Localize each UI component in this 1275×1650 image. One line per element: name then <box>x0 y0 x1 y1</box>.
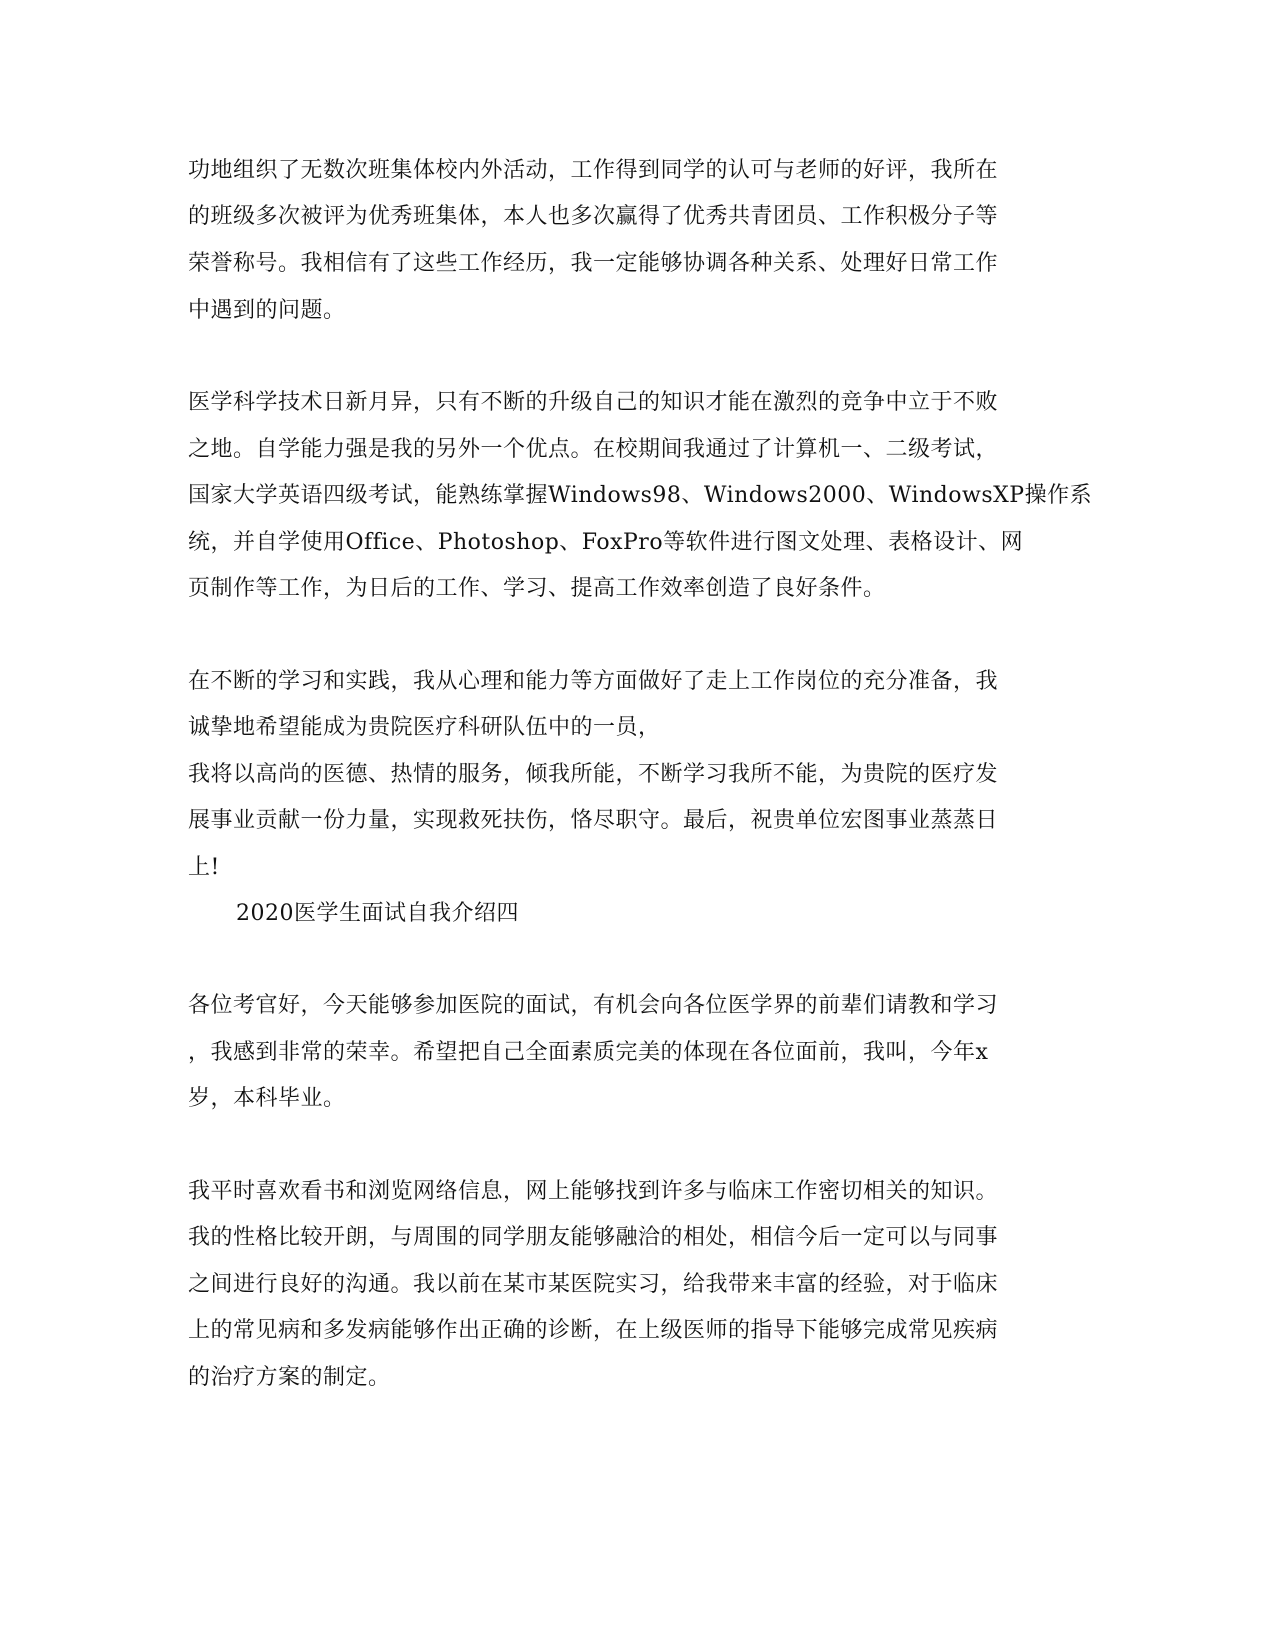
paragraph-4-line-3: 岁，本科毕业。 <box>188 1086 346 1111</box>
paragraph-2-line-2: 之地。自学能力强是我的另外一个优点。在校期间我通过了计算机一、二级考试， <box>188 437 999 462</box>
section-heading: 2020医学生面试自我介绍四 <box>236 901 519 926</box>
paragraph-3-line-2: 诚挚地希望能成为贵院医疗科研队伍中的一员， <box>188 715 661 740</box>
paragraph-3-line-1: 在不断的学习和实践，我从心理和能力等方面做好了走上工作岗位的充分准备，我 <box>188 669 999 694</box>
paragraph-2-line-1: 医学科学技术日新月异，只有不断的升级自己的知识才能在激烈的竞争中立于不败 <box>188 390 999 415</box>
paragraph-5-line-1: 我平时喜欢看书和浏览网络信息，网上能够找到许多与临床工作密切相关的知识。 <box>188 1179 999 1204</box>
paragraph-1-line-4: 中遇到的问题。 <box>188 298 346 323</box>
paragraph-1-line-2: 的班级多次被评为优秀班集体，本人也多次赢得了优秀共青团员、工作积极分子等 <box>188 204 999 229</box>
paragraph-5-line-4: 上的常见病和多发病能够作出正确的诊断，在上级医师的指导下能够完成常见疾病 <box>188 1318 999 1343</box>
paragraph-1-line-1: 功地组织了无数次班集体校内外活动，工作得到同学的认可与老师的好评，我所在 <box>188 158 999 183</box>
paragraph-5-line-3: 之间进行良好的沟通。我以前在某市某医院实习，给我带来丰富的经验，对于临床 <box>188 1272 999 1297</box>
paragraph-4-line-2: ，我感到非常的荣幸。希望把自己全面素质完美的体现在各位面前，我叫，今年x <box>188 1040 989 1065</box>
paragraph-2-line-3: 国家大学英语四级考试，能熟练掌握Windows98、Windows2000、WindowsXP操作系 <box>188 483 1093 508</box>
paragraph-3-line-5: 上! <box>188 855 220 880</box>
paragraph-3-line-3: 我将以高尚的医德、热情的服务，倾我所能，不断学习我所不能，为贵院的医疗发 <box>188 762 999 787</box>
paragraph-1-line-3: 荣誉称号。我相信有了这些工作经历，我一定能够协调各种关系、处理好日常工作 <box>188 251 999 276</box>
paragraph-5-line-2: 我的性格比较开朗，与周围的同学朋友能够融洽的相处，相信今后一定可以与同事 <box>188 1225 999 1250</box>
paragraph-3-line-4: 展事业贡献一份力量，实现救死扶伤，恪尽职守。最后，祝贵单位宏图事业蒸蒸日 <box>188 808 999 833</box>
paragraph-2-line-4: 统，并自学使用Office、Photoshop、FoxPro等软件进行图文处理、表格设计、网 <box>188 530 1024 555</box>
paragraph-2-line-5: 页制作等工作，为日后的工作、学习、提高工作效率创造了良好条件。 <box>188 576 886 601</box>
paragraph-5-line-5: 的治疗方案的制定。 <box>188 1365 391 1390</box>
paragraph-4-line-1: 各位考官好，今天能够参加医院的面试，有机会向各位医学界的前辈们请教和学习 <box>188 993 999 1018</box>
